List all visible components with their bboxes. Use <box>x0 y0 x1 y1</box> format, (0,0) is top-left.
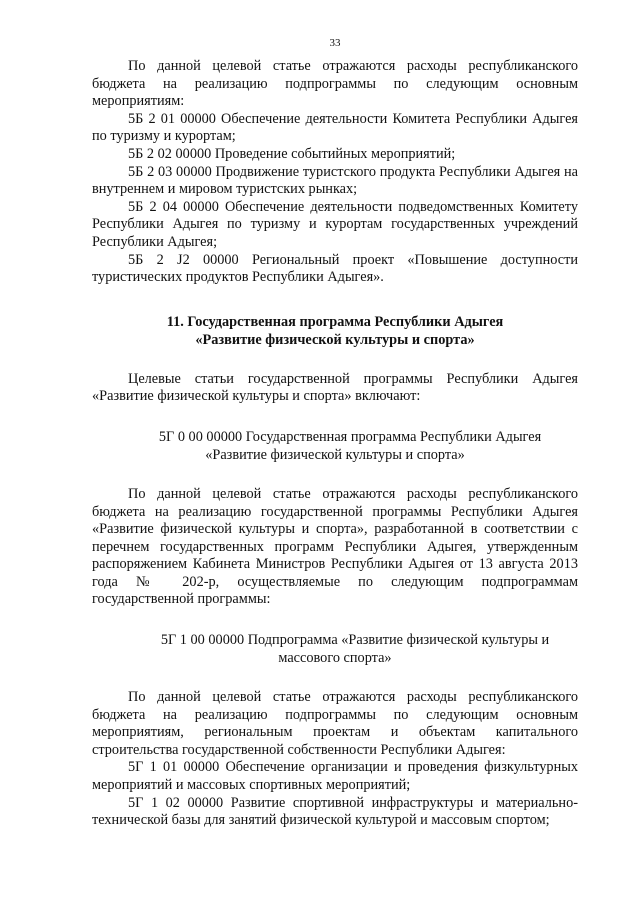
subprogram-code-line2: массового спорта» <box>278 650 392 667</box>
page-number: 33 <box>329 37 341 49</box>
document-page <box>92 0 578 905</box>
section-heading <box>92 313 578 349</box>
section-heading-line1: 11. Государственная программа Республики Адыгея <box>166 313 504 330</box>
list-item: 5Б 2 03 00000 Продвижение туристского продукта Республики Адыгея на внутреннем и мировом туристских рынках; <box>92 163 578 198</box>
program-code-line1: 5Г 0 00 00000 Государственная программа Республики Адыгея <box>158 428 542 445</box>
subprogram-code-line1: 5Г 1 00 00000 Подпрограмма «Развитие физической культуры и <box>160 632 550 649</box>
list-item: 5Б 2 J2 00000 Региональный проект «Повышение доступности туристических продуктов Республики Адыгея». <box>92 251 578 286</box>
paragraph: По данной целевой статье отражаются расходы республиканского бюджета на реализацию подпрограммы по следующим основным мероприятиям, региональным проектам и объектам капитального строительства государственной собственности Республики Адыгея: <box>92 689 578 758</box>
document-body <box>92 58 578 830</box>
intro-paragraph: Целевые статьи государственной программы Республики Адыгея «Развитие физической культуры и спорта» включают: <box>92 370 578 405</box>
list-item: 5Г 1 02 00000 Развитие спортивной инфраструктуры и материально-технической базы для занятий физической культурой и массовым спортом; <box>92 794 578 829</box>
list-item: 5Б 2 01 00000 Обеспечение деятельности Комитета Республики Адыгея по туризму и курортам; <box>92 110 578 145</box>
section-heading-line2: «Развитие физической культуры и спорта» <box>195 331 475 348</box>
program-code-line2: «Развитие физической культуры и спорта» <box>205 446 465 463</box>
list-item: 5Б 2 04 00000 Обеспечение деятельности подведомственных Комитету Республики Адыгея по туризму и курортам государственных учреждений Республики Адыгея; <box>92 198 578 250</box>
subprogram-code <box>92 631 578 667</box>
program-paragraph: По данной целевой статье отражаются расходы республиканского бюджета на реализацию государственной программы Республики Адыгея «Развитие физической культуры и спорта», разработанной в соответствии с перечнем государственных программ Республики Адыгея, утвержденным распоряжением Кабинета Министров Республики Адыгея от 13 августа 2013 года № 202-р, осуществляемые по следующим подпрограммам государственной программы: <box>92 485 578 608</box>
list-item: 5Г 1 01 00000 Обеспечение организации и проведения физкультурных мероприятий и массовых спортивных мероприятий; <box>92 759 578 794</box>
paragraph: По данной целевой статье отражаются расходы республиканского бюджета на реализацию подпрограммы по следующим основным мероприятиям: <box>92 58 578 110</box>
list-item: 5Б 2 02 00000 Проведение событийных мероприятий; <box>128 145 456 162</box>
program-code <box>92 428 578 464</box>
